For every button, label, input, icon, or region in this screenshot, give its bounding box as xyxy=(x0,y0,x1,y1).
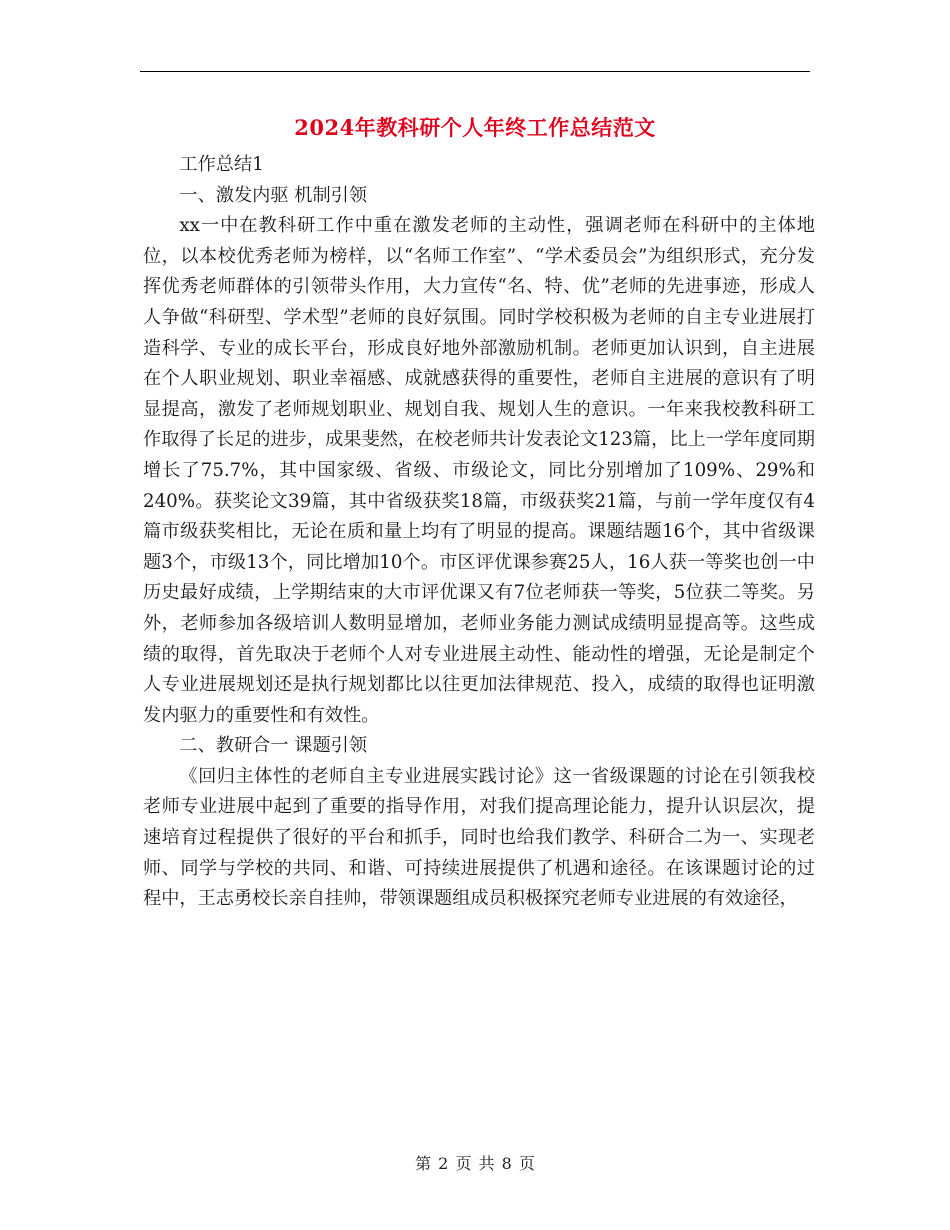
document-label: 工作总结1 xyxy=(179,154,264,175)
header-rule xyxy=(140,71,810,72)
page-number: 第 2 页 共 8 页 xyxy=(415,1154,535,1173)
section-paragraph-1: xx一中在教科研工作中重在激发老师的主动性，强调老师在科研中的主体地位，以本校优秀老师为榜样，以“名师工作室”、“学术委员会”为组织形式，充分发挥优秀老师群体的引领带头作用，大力宣传“名、特、优”老师的先进事迹，形成人人争做“科研型、学术型”老师的良好氛围。同时学校积极为老师的自主专业进展打造科学、专业的成长平台，形成良好地外部激励机制。老师更加认识到，自主进展在个人职业规划、职业幸福感、成就感获得的重要性，老师自主进展的意识有了明显提高，激发了老师规划职业、规划自我、规划人生的意识。一年来我校教科研工作取得了长足的进步，成果斐然，在校老师共计发表论文123篇，比上一学年度同期增长了75.7%，其中国家级、省级、市级论文，同比分别增加了109%、29%和240%。获奖论文39篇，其中省级获奖18篇，市级获奖21篇，与前一学年度仅有4篇市级获奖相比，无论在质和量上均有了明显的提高。课题结题16个，其中省级课题3个，市级13个，同比增加10个。市区评优课参赛25人，16人获一等奖也创一中历史最好成绩，上学期结束的大市评优课又有7位老师获一等奖，5位获二等奖。另外，老师参加各级培训人数明显增加，老师业务能力测试成绩明显提高等。这些成绩的取得，首先取决于老师个人对专业进展主动性、能动性的增强，无论是制定个人专业进展规划还是执行规划都比以往更加法律规范、投入，成绩的取得也证明激发内驱力的重要性和有效性。 xyxy=(143,215,815,726)
document-body xyxy=(143,150,815,915)
document-title: 2024年教科研个人年终工作总结范文 xyxy=(294,115,656,140)
section-heading-2: 二、教研合一 课题引领 xyxy=(179,735,368,757)
section-heading-1: 一、激发内驱 机制引领 xyxy=(179,184,368,206)
section-paragraph-2: 《回归主体性的老师自主专业进展实践讨论》这一省级课题的讨论在引领我校老师专业进展中起到了重要的指导作用，对我们提高理论能力，提升认识层次，提速培育过程提供了很好的平台和抓手，同时也给我们教学、科研合二为一、实现老师、同学与学校的共同、和谐、可持续进展提供了机遇和途径。在该课题讨论的过程中，王志勇校长亲自挂帅，带领课题组成员积极探究老师专业进展的有效途径， xyxy=(143,765,815,910)
